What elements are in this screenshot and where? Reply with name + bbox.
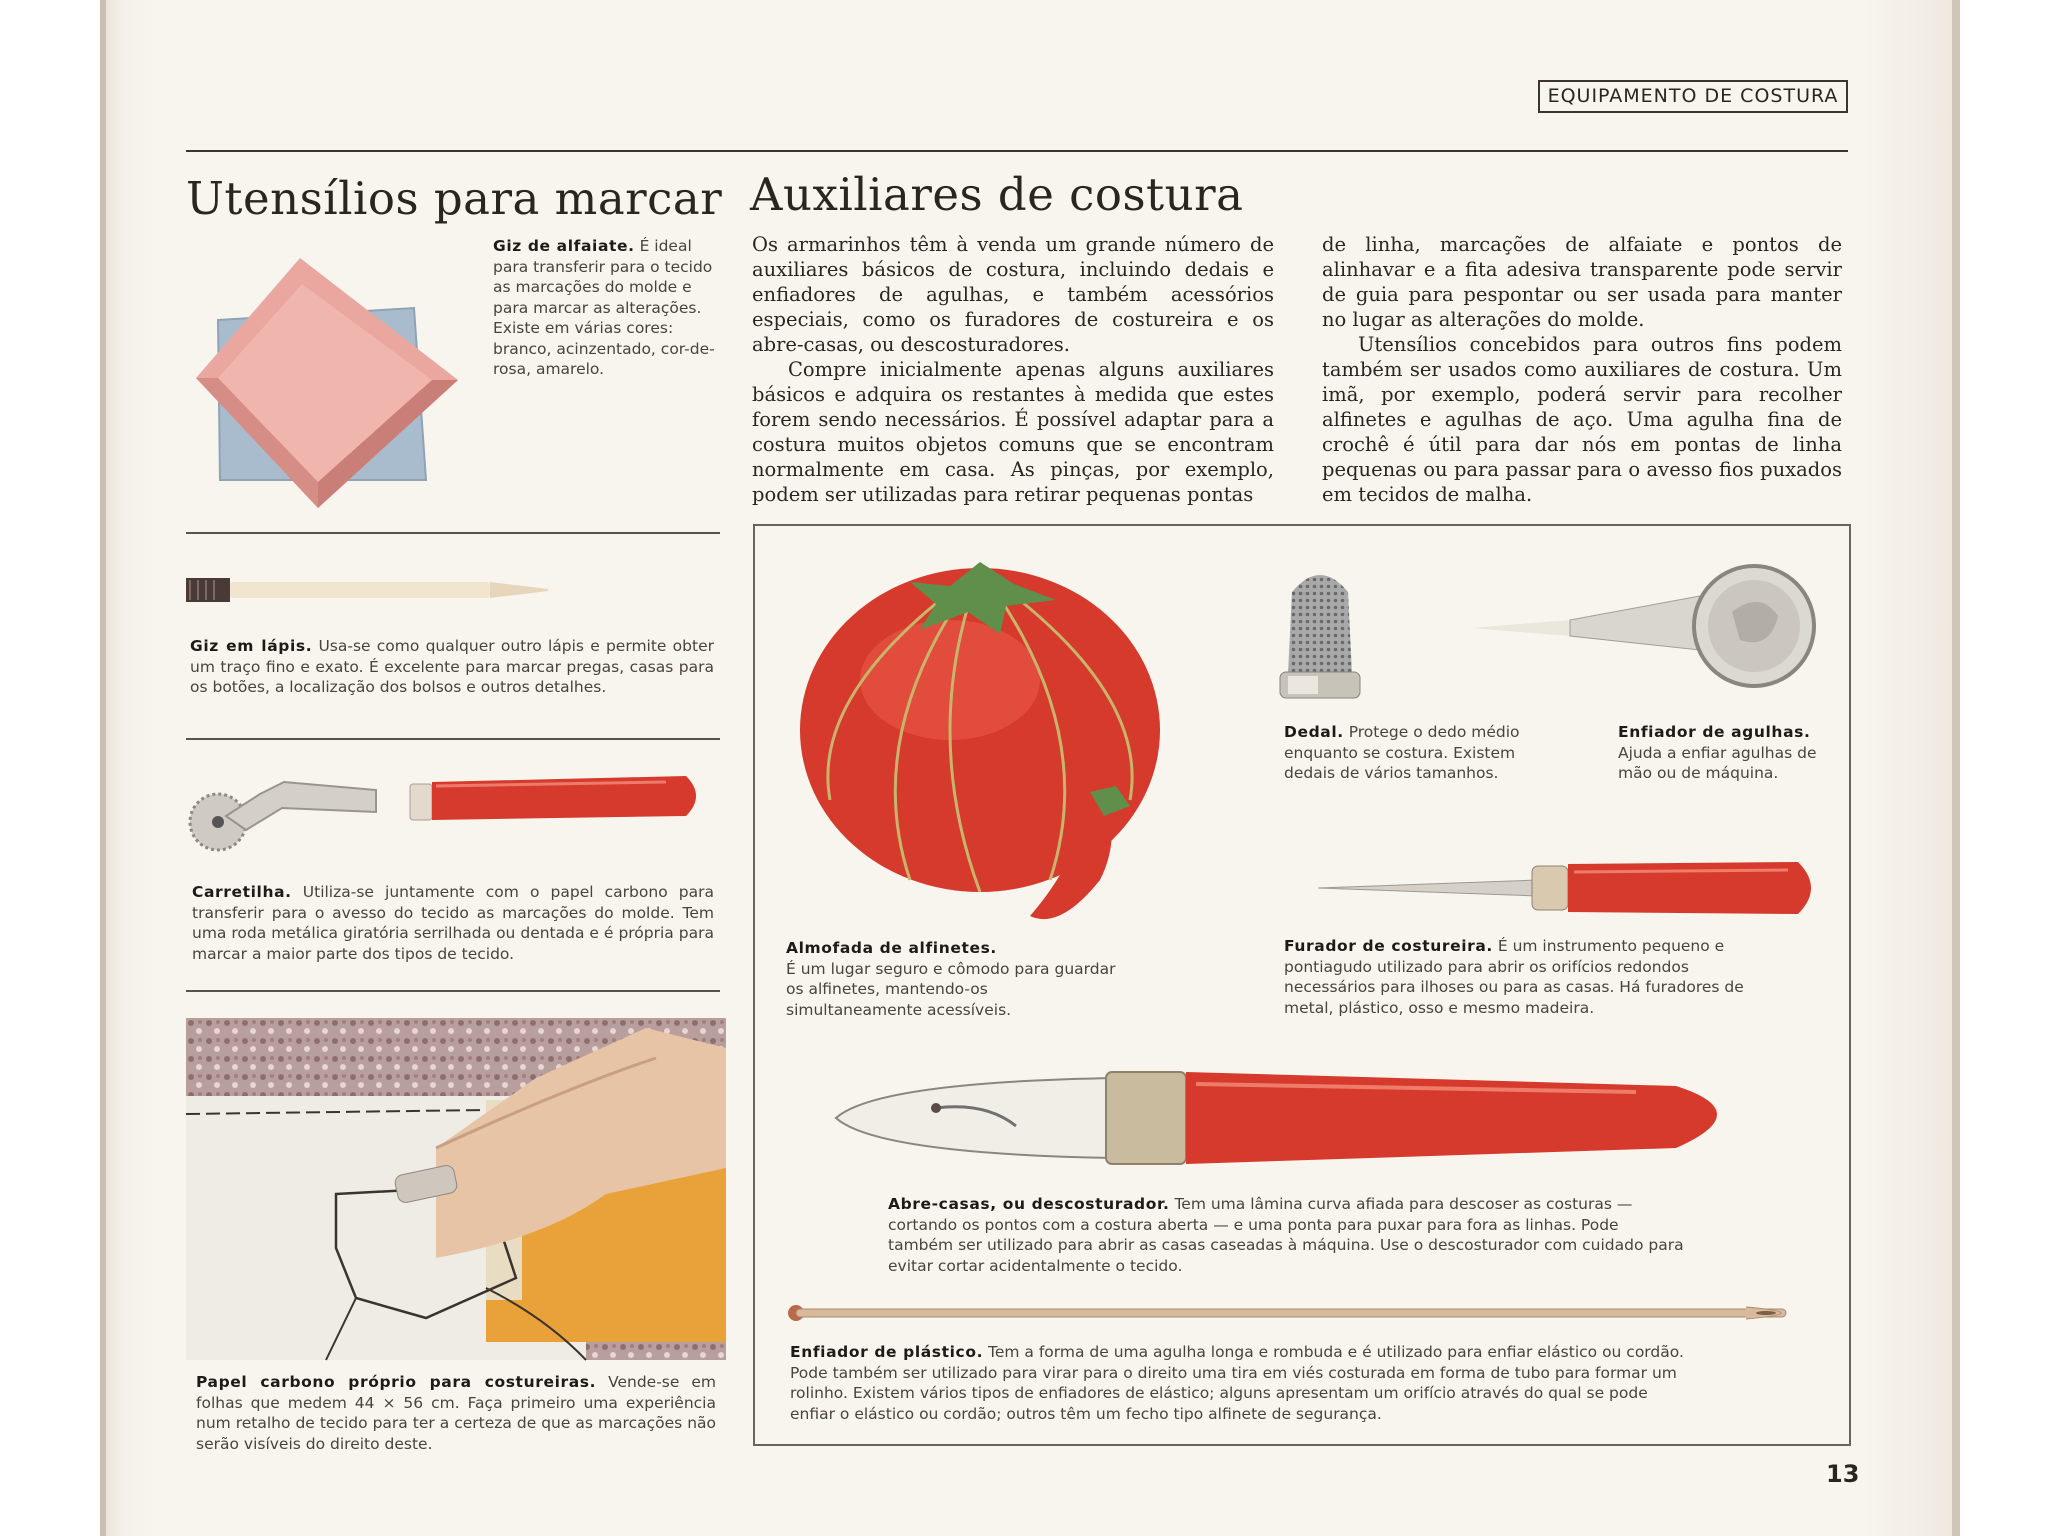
caption-title: Furador de costureira. [1284,937,1493,955]
awl-illustration [1318,856,1824,920]
section-tag: EQUIPAMENTO DE COSTURA [1538,80,1848,113]
tailors-chalk-illustration [190,258,470,508]
caption-title: Giz de alfaiate. [493,237,635,255]
caption-thimble [1284,722,1554,784]
plastic-bodkin-illustration [786,1300,1816,1326]
caption-title: Abre-casas, ou descosturador. [888,1195,1170,1213]
caption-seam-ripper [888,1194,1688,1276]
caption-title: Enfiador de agulhas. [1618,723,1811,741]
pincushion-illustration [800,560,1220,930]
caption-title: Carretilha. [192,883,292,901]
aids-paragraph: Os armarinhos têm à venda um grande número de auxiliares básicos de costura, incluindo dedais e enfiadores de agulhas, e também acessórios especiais, como os furadores de costureira e os abre-casas, ou descosturadores. [752,233,1274,356]
caption-pincushion [786,938,1126,1020]
aids-paragraph: Compre inicialmente apenas alguns auxiliares básicos e adquira os restantes à medida que estes forem sendo necessários. É possível adaptar para a costura muitos objetos comuns que se encontram normalmente em casa. As pinças, por exemplo, podem ser utilizadas para retirar pequenas pontas [752,358,1274,506]
caption-tracing-wheel [192,882,714,964]
caption-text: Tem a forma de uma agulha longa e rombuda e é utilizado para enfiar elástico ou cordão. Pode também ser utilizado para virar para o direito uma tira em viés costurada em forma de tubo para formar um rolinho. Existem vários tipos de enfiadores de elástico; alguns apresentam um orifício através do qual se pode enfiar o elástico ou cordão; outros têm um fecho tipo alfinete de segurança. [790,1343,1684,1423]
seam-ripper-illustration [816,1062,1758,1172]
aids-paragraph: Utensílios concebidos para outros fins podem também ser usados como auxiliares de costura. Um imã, por exemplo, poderá servir para recolher alfinetes e agulhas de aço. Uma agulha fina de crochê é útil para dar nós em pontas de linha pequenas ou para passar para o avesso fios puxados em tecidos de malha. [1322,333,1842,506]
caption-text: Vende-se em folhas que medem 44 × 56 cm. Faça primeiro uma experiência num retalho de tecido para ter a certeza de que as marcações não serão visíveis do direito deste. [196,1373,716,1453]
caption-title: Giz em lápis. [190,637,313,655]
caption-chalk-pencil [190,636,714,698]
aids-intro-column-2 [1322,232,1842,507]
caption-awl [1284,936,1764,1018]
divider [186,738,720,740]
caption-text: É um lugar seguro e cômodo para guardar os alfinetes, mantendo-os simultaneamente acessíveis. [786,959,1116,1019]
heading-aids: Auxiliares de costura [750,168,1244,221]
aids-paragraph: de linha, marcações de alfaiate e pontos de alinhavar e a fita adesiva transparente pode servir de guia para pespontar ou ser usada para manter no lugar as alterações do molde. [1322,233,1842,331]
caption-needle-threader [1618,722,1838,784]
carbon-paper-illustration [186,1018,726,1360]
caption-text: Tem uma lâmina curva afiada para descoser as costuras — cortando os pontos com a costura aberta — e uma ponta para puxar para fora as linhas. Pode também ser utilizado para abrir as casas caseadas à máquina. Use o descosturador com cuidado para evitar cortar acidentalmente o tecido. [888,1195,1684,1275]
caption-text: Protege o dedo médio enquanto se costura. Existem dedais de vários tamanhos. [1284,723,1520,782]
caption-text: É ideal para transferir para o tecido as marcações do molde e para marcar as alterações. Existe em várias cores: branco, acinzentado, cor-de-rosa, amarelo. [493,237,715,378]
caption-title: Papel carbono próprio para costureiras. [196,1373,597,1391]
chalk-pencil-illustration [186,570,556,610]
needle-threader-illustration [1470,560,1820,690]
caption-text: É um instrumento pequeno e pontiagudo utilizado para abrir os orifícios redondos necessários para ilhoses ou para as casas. Há furadores de metal, plástico, osso e mesmo madeira. [1284,937,1744,1017]
tracing-wheel-illustration [186,772,706,854]
caption-title: Dedal. [1284,723,1344,741]
caption-tailors-chalk [493,236,715,380]
header-rule [186,150,1848,152]
divider [186,990,720,992]
caption-text: Utiliza-se juntamente com o papel carbono para transferir para o avesso do tecido as marcações do molde. Tem uma roda metálica giratória serrilhada ou dentada e é própria para marcar a maior parte dos tipos de tecido. [192,883,714,963]
caption-title: Enfiador de plástico. [790,1343,984,1361]
caption-text: Usa-se como qualquer outro lápis e permite obter um traço fino e exato. É excelente para marcar pregas, casas para os botões, a localização dos bolsos e outros detalhes. [190,637,714,696]
caption-plastic-bodkin [790,1342,1690,1424]
page-number: 13 [1826,1460,1860,1488]
page-edge [1952,0,1960,1536]
caption-carbon-paper [196,1372,716,1454]
thimble-illustration [1262,562,1378,702]
divider [186,532,720,534]
heading-marking: Utensílios para marcar [186,172,723,225]
caption-title: Almofada de alfinetes. [786,939,997,957]
caption-text: Ajuda a enfiar agulhas de mão ou de máquina. [1618,743,1817,782]
aids-intro-column-1 [752,232,1274,507]
